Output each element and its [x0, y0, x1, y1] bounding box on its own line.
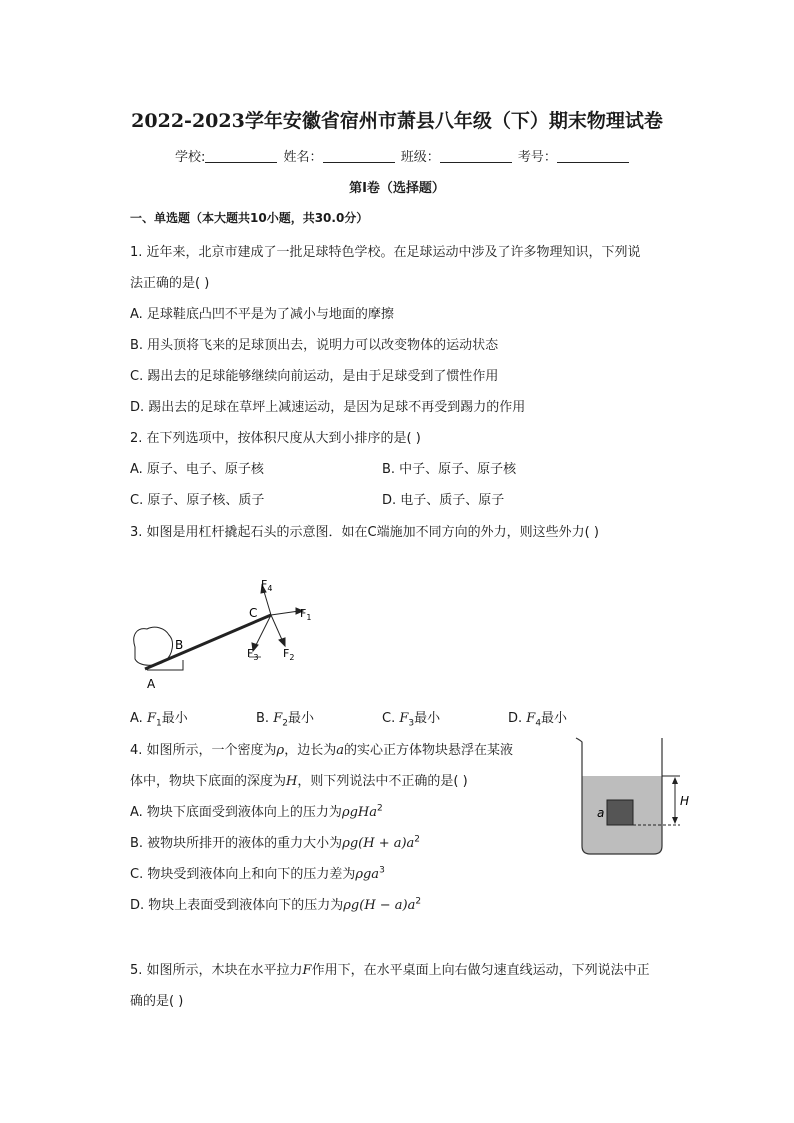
beaker-figure — [572, 734, 702, 860]
class-blank[interactable] — [440, 149, 512, 163]
q4-option-b: B. 被物块所排开的液体的重力大小为$\rho g(H + a)a^2$ — [130, 834, 421, 851]
force-f2-arrow — [271, 615, 283, 642]
label-f1: $F_1$ — [300, 607, 312, 622]
q1-stem-line2: 法正确的是( ) — [130, 276, 210, 291]
name-label: 姓名： — [283, 150, 323, 165]
q3-option-b: B. $F_2$最小 — [256, 711, 314, 729]
q3-option-c: C. $F_3$最小 — [382, 711, 441, 729]
lever-bar — [145, 615, 271, 669]
q2-option-c: C. 原子、原子核、质子 — [130, 493, 265, 508]
q2-option-b: B. 中子、原子、原子核 — [382, 462, 517, 477]
cube-block — [607, 800, 633, 825]
section-title: 第Ⅰ卷（选择题） — [349, 181, 445, 196]
lever-figure — [125, 575, 325, 695]
label-a: a — [597, 806, 605, 820]
depth-arrow-down — [672, 817, 678, 824]
student-info-line — [175, 146, 631, 165]
q2-option-d: D. 电子、质子、原子 — [382, 493, 505, 508]
name-blank[interactable] — [323, 149, 395, 163]
q3-option-a: A. $F_1$最小 — [130, 711, 188, 729]
q2-option-a: A. 原子、电子、原子核 — [130, 462, 264, 477]
q1-option-a: A. 足球鞋底凸凹不平是为了减小与地面的摩擦 — [130, 307, 394, 322]
school-label: 学校: — [175, 150, 206, 165]
label-a: A — [147, 677, 156, 691]
force-f2-head — [279, 638, 285, 646]
label-f3: $F_3$ — [247, 647, 259, 662]
school-blank[interactable] — [205, 149, 277, 163]
q4-stem-line2: 体中，物块下底面的深度为H，则下列说法中不正确的是( ) — [130, 774, 468, 789]
q4-option-d: D. 物块上表面受到液体向下的压力为$\rho g(H - a)a^2$ — [130, 896, 422, 913]
label-c: C — [249, 606, 258, 620]
label-f4: $F_4$ — [261, 578, 273, 593]
exam-number-label: 考号： — [517, 150, 557, 165]
q1-stem-line1: 1. 近年来，北京市建成了一批足球特色学校。在足球运动中涉及了许多物理知识，下列说 — [130, 245, 641, 260]
part-title: 一、单选题（本大题共10小题，共30.0分） — [130, 211, 369, 225]
q1-option-c: C. 踢出去的足球能够继续向前运动，是由于足球受到了惯性作用 — [130, 369, 499, 384]
q1-option-b: B. 用头顶将飞来的足球顶出去，说明力可以改变物体的运动状态 — [130, 338, 499, 353]
q3-option-d: D. $F_4$最小 — [508, 711, 568, 729]
class-label: 班级： — [400, 150, 440, 165]
q1-option-d: D. 踢出去的足球在草坪上减速运动，是因为足球不再受到踢力的作用 — [130, 400, 526, 415]
label-b: B — [175, 638, 184, 652]
force-f1-arrow — [271, 611, 299, 615]
exam-number-blank[interactable] — [557, 149, 629, 163]
q2-stem: 2. 在下列选项中，按体积尺度从大到小排序的是( ) — [130, 431, 421, 446]
q4-option-c: C. 物块受到液体向上和向下的压力差为ρga$^3$ — [130, 865, 385, 882]
q5-stem-line1: 5. 如图所示，木块在水平拉力F作用下，在水平桌面上向右做匀速直线运动，下列说法中正 — [130, 963, 650, 978]
q4-option-a: A. 物块下底面受到液体向上的压力为ρgHa$^2$ — [130, 803, 383, 820]
q3-stem: 3. 如图是用杠杆撬起石头的示意图．如在C端施加不同方向的外力，则这些外力( ) — [130, 525, 599, 540]
q5-stem-line2: 确的是( ) — [130, 994, 184, 1009]
q4-stem-line1: 4. 如图所示，一个密度为ρ，边长为a的实心正方体物块悬浮在某液 — [130, 743, 513, 758]
page-title: 2022-2023学年安徽省宿州市萧县八年级（下）期末物理试卷 — [131, 110, 663, 132]
depth-arrow-up — [672, 777, 678, 784]
label-h: H — [680, 794, 690, 808]
label-f2: $F_2$ — [283, 647, 295, 662]
